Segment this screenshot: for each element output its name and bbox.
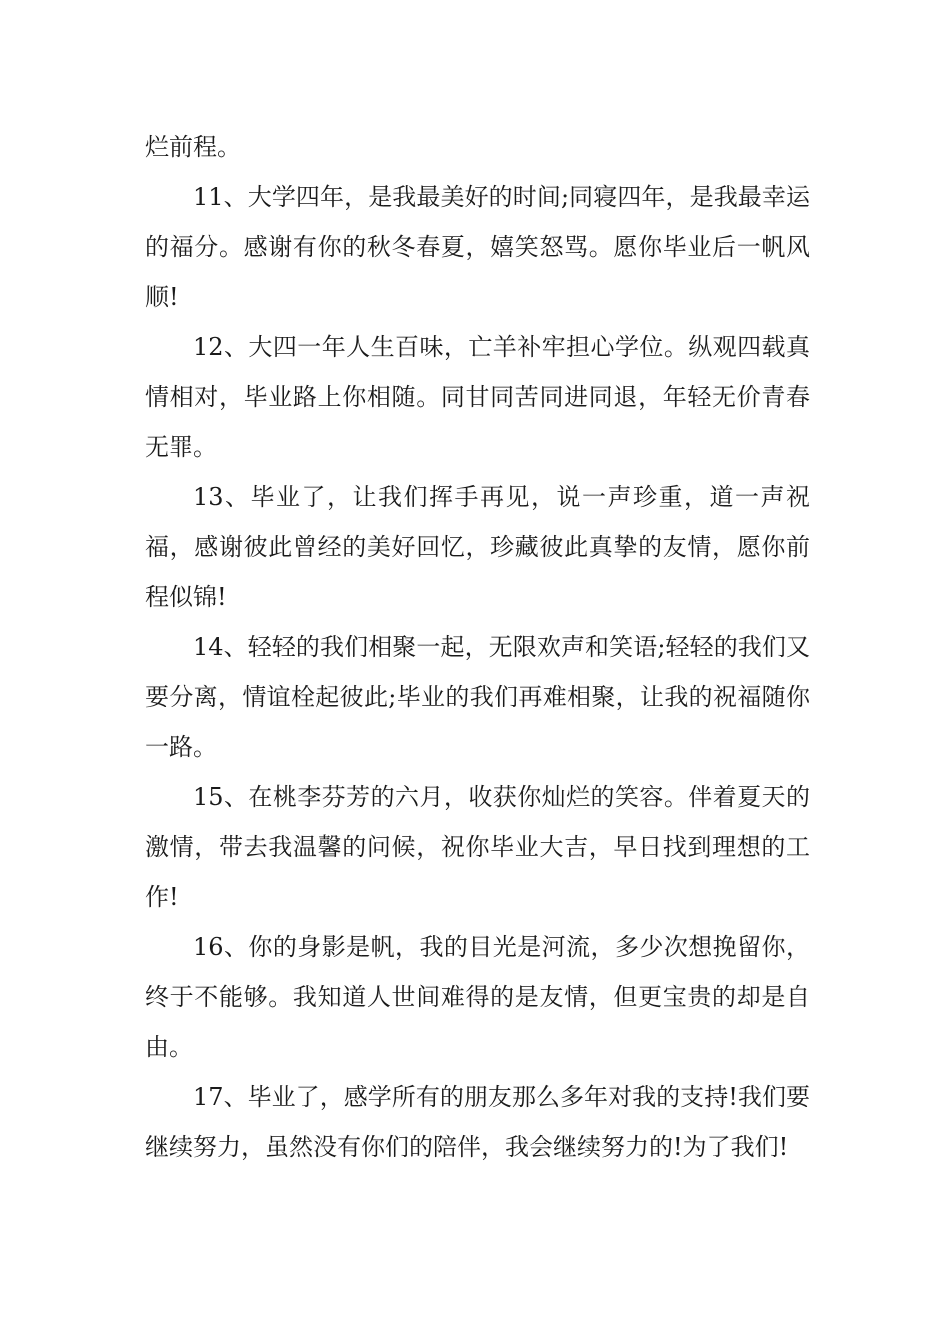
paragraph-15: 15、在桃李芬芳的六月，收获你灿烂的笑容。伴着夏天的激情，带去我温馨的问候，祝你毕业大吉，早日找到理想的工作!: [145, 783, 810, 911]
paragraph-17: 17、毕业了，感学所有的朋友那么多年对我的支持!我们要继续努力，虽然没有你们的陪伴，我会继续努力的!为了我们!: [145, 1083, 810, 1161]
paragraph-continuation: 烂前程。: [145, 133, 241, 161]
paragraph-11: 11、大学四年，是我最美好的时间;同寝四年，是我最幸运的福分。感谢有你的秋冬春夏，嬉笑怒骂。愿你毕业后一帆风顺!: [145, 183, 810, 311]
paragraph-13: 13、毕业了，让我们挥手再见，说一声珍重，道一声祝福，感谢彼此曾经的美好回忆，珍藏彼此真挚的友情，愿你前程似锦!: [145, 483, 810, 611]
document-body: [145, 122, 810, 1172]
paragraph-14: 14、轻轻的我们相聚一起，无限欢声和笑语;轻轻的我们又要分离，情谊栓起彼此;毕业的我们再难相聚，让我的祝福随你一路。: [145, 633, 810, 761]
paragraph-12: 12、大四一年人生百味，亡羊补牢担心学位。纵观四载真情相对，毕业路上你相随。同甘同苦同进同退，年轻无价青春无罪。: [145, 333, 810, 461]
paragraph-16: 16、你的身影是帆，我的目光是河流，多少次想挽留你，终于不能够。我知道人世间难得的是友情，但更宝贵的却是自由。: [145, 933, 810, 1061]
